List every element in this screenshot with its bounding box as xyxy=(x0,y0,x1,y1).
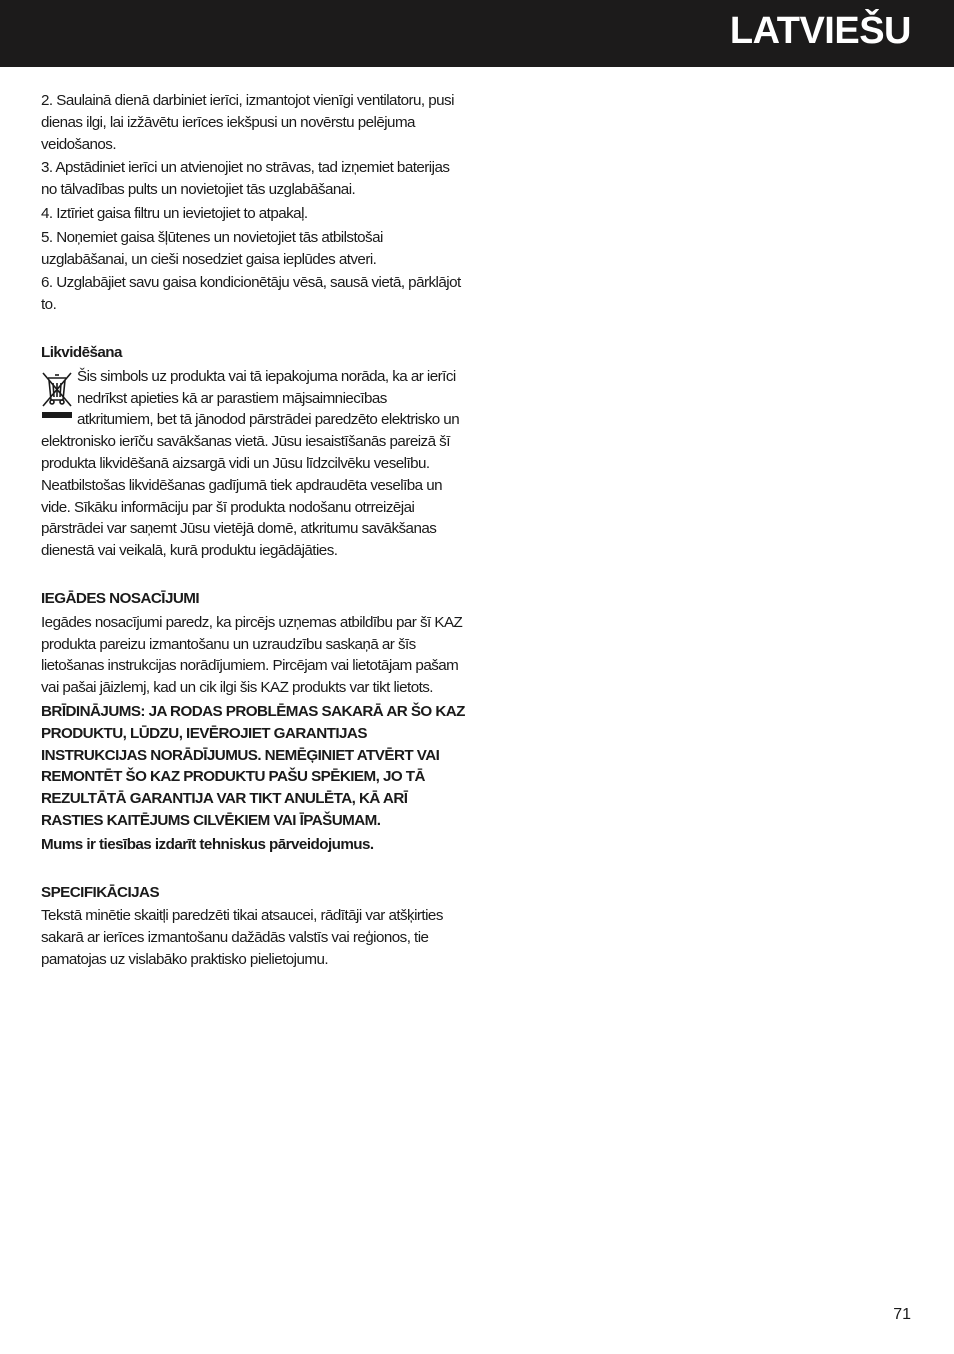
specs-heading: SPECIFIKĀCIJAS xyxy=(41,883,160,901)
crossed-out-wheelie-bin-icon xyxy=(41,370,73,426)
page-content xyxy=(41,90,466,973)
step-4: 4. Iztīriet gaisa filtru un ievietojiet to atpakaļ. xyxy=(41,204,308,222)
step-6: 6. Uzglabājiet savu gaisa kondicionētāju vēsā, sausā vietā, pārklājot to. xyxy=(41,274,461,314)
header-bar xyxy=(0,0,954,67)
disposal-section xyxy=(41,366,466,562)
disposal-text: Šis simbols uz produkta vai tā iepakojuma norāda, ka ar ierīci nedrīkst apieties kā ar parastiem mājsaimniecības atkritumiem, bet tā jānodod pārstrādei paredzēto elektrisko un elektronisko ierīču savākšanas vietā. Jūsu iesaistīšanās pareizā šī produkta likvidēšanā aizsargā vidi un Jūsu līdzcilvēku veselību. Neatbilstošas likvidēšanas gadījumā tiek apdraudēta veselība un vide. Sīkāku informāciju par šī produkta nodošanu otrreizējai pārstrādei var saņemt Jūsu vietējā domē, atkritumu savākšanas dienestā vai veikalā, kurā produktu iegādājāties. xyxy=(41,367,460,560)
purchase-text: Iegādes nosacījumi paredz, ka pircējs uzņemas atbildību par šī KAZ produkta pareizu izmantošanu un uzraudzību saskaņā ar šīs lietošanas instrukcijas norādījumiem. Pircējam vai lietotājam pašam vai pašai jāizlemj, kad un cik ilgi šis KAZ produkts var tikt lietots. xyxy=(41,613,463,697)
step-5: 5. Noņemiet gaisa šļūtenes un novietojiet tās atbilstošai uzglabāšanai, un cieši nosedziet gaisa ieplūdes atveri. xyxy=(41,228,383,268)
rights-text: Mums ir tiesības izdarīt tehniskus pārveidojumus. xyxy=(41,835,374,853)
step-3: 3. Apstādiniet ierīci un atvienojiet no strāvas, tad izņemiet baterijas no tālvadības pults un novietojiet tās uzglabāšanai. xyxy=(41,159,450,199)
specs-text: Tekstā minētie skaitļi paredzēti tikai atsaucei, rādītāji var atšķirties sakarā ar ierīces izmantošanu dažādās valstīs vai reģionos, tie pamatojas uz vislabāko praktisko pielietojumu. xyxy=(41,907,443,968)
disposal-heading: Likvidēšana xyxy=(41,343,122,361)
language-title: LATVIEŠU xyxy=(729,10,911,52)
step-2: 2. Saulainā dienā darbiniet ierīci, izmantojot vienīgi ventilatoru, pusi dienas ilgi, lai izžāvētu ierīces iekšpusi un novērstu pelējuma veidošanos. xyxy=(41,92,454,153)
warning-text: BRĪDINĀJUMS: JA RODAS PROBLĒMAS SAKARĀ AR ŠO KAZ PRODUKTU, LŪDZU, IEVĒROJIET GARANTIJAS INSTRUKCIJAS NORĀDĪJUMUS. NEMĒĢINIET ATVĒRT VAI REMONTĒT ŠO KAZ PRODUKTU PAŠU SPĒKIEM, JO TĀ REZULTĀTĀ GARANTIJA VAR TIKT ANULĒTA, KĀ ARĪ RASTIES KAITĒJUMS CILVĒKIEM VAI ĪPAŠUMAM. xyxy=(41,702,465,829)
purchase-heading: IEGĀDES NOSACĪJUMI xyxy=(41,589,200,607)
page-number: 71 xyxy=(893,1306,911,1323)
